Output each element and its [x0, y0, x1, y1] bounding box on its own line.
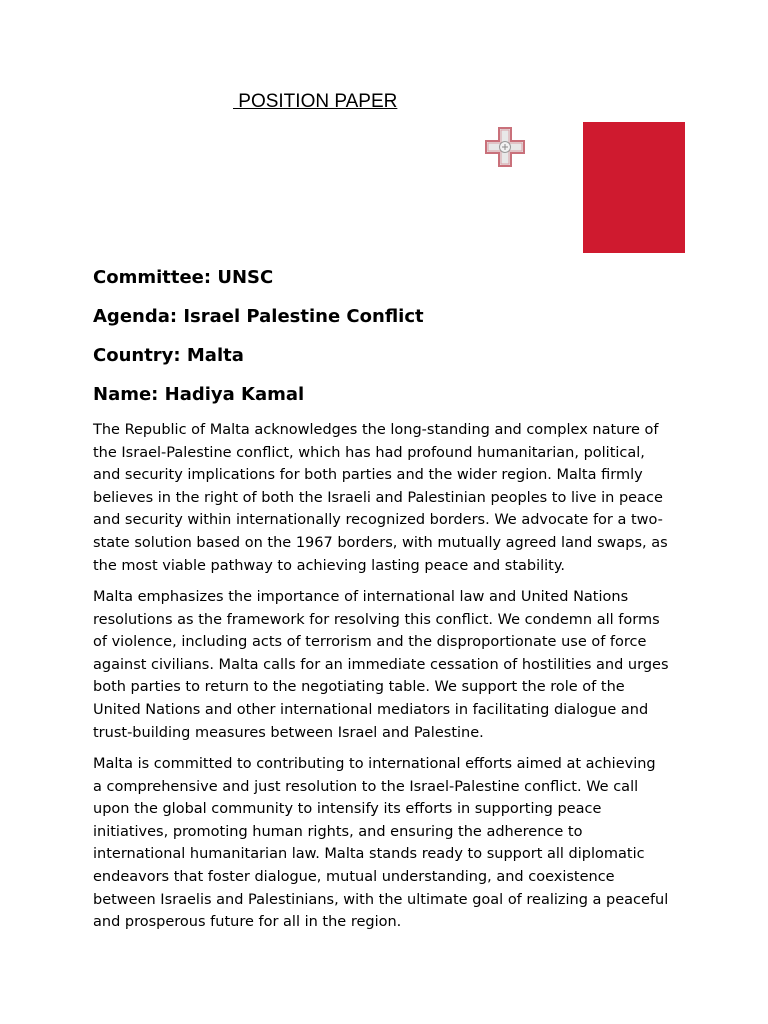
name-line: Name: Hadiya Kamal — [93, 384, 305, 405]
committee-line: Committee: UNSC — [93, 267, 274, 288]
agenda-line: Agenda: Israel Palestine Conflict — [93, 306, 424, 327]
body-paragraph-2: Malta emphasizes the importance of international law and United Nations resolutions as the framework for resolving this conflict. We condemn all forms of violence, including acts of terrorism and the disproportionate use of force against civilians. Malta calls for an immediate cessation of hostilities and urges both parties to return to the negotiating table. We support the role of the United Nations and other international mediators in facilitating dialogue and trust-building measures between Israel and Palestine. — [93, 589, 669, 741]
body-paragraph-3: Malta is committed to contributing to international efforts aimed at achieving a comprehensive and just resolution to the Israel-Palestine conflict. We call upon the global community to intensify its efforts in supporting peace initiatives, promoting human rights, and ensuring the adherence to international humanitarian law. Malta stands ready to support all diplomatic endeavors that foster dialogue, mutual understanding, and coexistence between Israelis and Palestinians, with the ultimate goal of realizing a peaceful and prosperous future for all in the region. — [93, 756, 669, 931]
george-cross-icon — [484, 126, 526, 168]
flag-red-half — [583, 122, 685, 253]
page-title: POSITION PAPER — [233, 91, 398, 112]
flag-white-half — [481, 122, 583, 253]
malta-flag — [481, 122, 685, 253]
body-paragraph-1: The Republic of Malta acknowledges the long-standing and complex nature of the Israel-Palestine conflict, which has had profound humanitarian, political, and security implications for both parties and the wider region. Malta firmly believes in the right of both the Israeli and Palestinian peoples to live in peace and security within internationally recognized borders. We advocate for a two- state solution based on the 1967 borders, with mutually agreed land swaps, as the most viable pathway to achieving lasting peace and stability. — [93, 422, 668, 574]
country-line: Country: Malta — [93, 345, 244, 366]
